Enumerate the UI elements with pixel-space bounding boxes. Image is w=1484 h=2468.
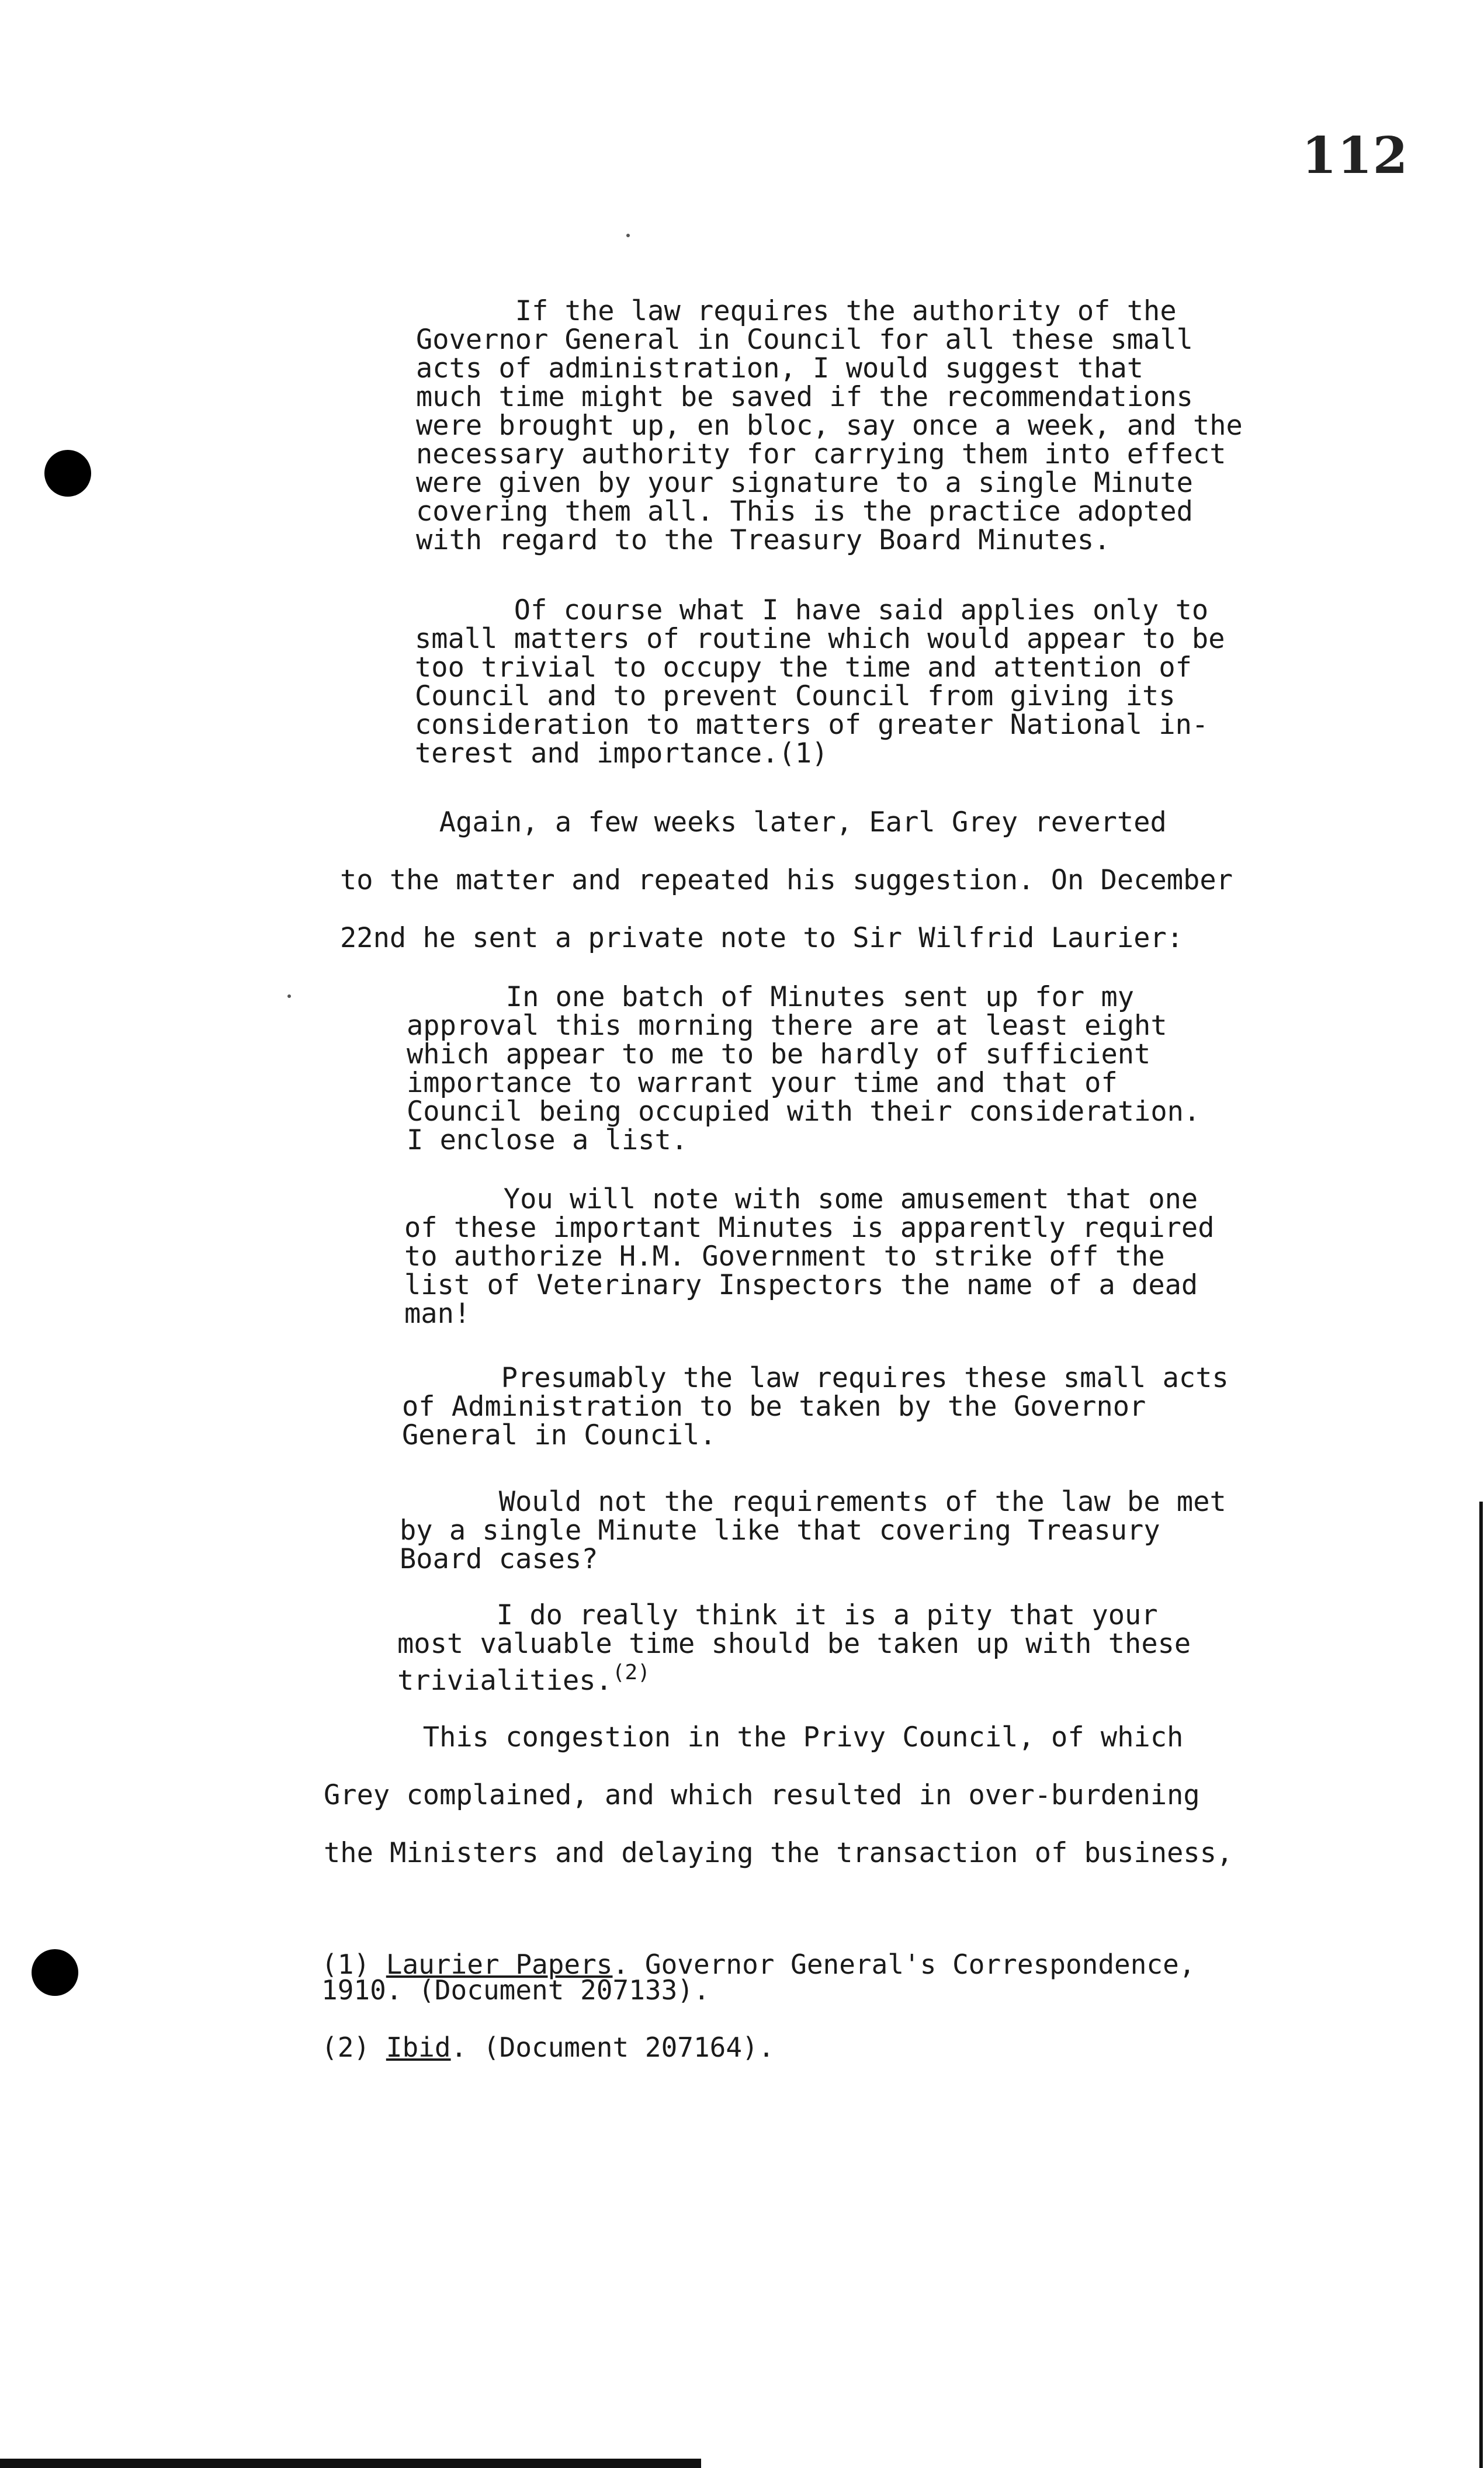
- text-line: This congestion in the Privy Council, of which: [324, 1721, 1184, 1753]
- text-line: In one batch of Minutes sent up for my: [407, 981, 1135, 1013]
- text-line: I enclose a list.: [407, 1124, 688, 1156]
- text-line-end: terest and importance.: [415, 737, 779, 769]
- text-line: approval this morning there are at least eight: [407, 1010, 1167, 1042]
- text-line: Grey complained, and which resulted in over-burdening: [324, 1779, 1200, 1811]
- quote-paragraph-2: [415, 596, 1225, 768]
- quote-paragraph-7: [397, 1601, 1191, 1695]
- text-line: If the law requires the authority of the: [416, 295, 1177, 327]
- text-line: You will note with some amusement that one: [404, 1183, 1198, 1215]
- footnote-2: [321, 2032, 775, 2063]
- text-line: I do really think it is a pity that your: [397, 1599, 1158, 1631]
- text-line: Would not the requirements of the law be met: [400, 1486, 1226, 1518]
- text-line: covering them all. This is the practice adopted: [416, 495, 1193, 528]
- footnote-source-title: Ibid: [386, 2032, 451, 2063]
- scan-speck: [626, 234, 630, 237]
- text-line: [397, 1658, 1191, 1695]
- right-edge-shadow: [1479, 1502, 1483, 2468]
- text-line: were brought up, en bloc, say once a week, and the: [416, 410, 1243, 442]
- text-line: Council being occupied with their consideration.: [407, 1096, 1201, 1128]
- text-line: man!: [404, 1298, 471, 1330]
- text-line-end: trivialities.: [397, 1665, 612, 1697]
- footnote-reference: (2): [612, 1661, 650, 1684]
- text-line: Board cases?: [400, 1543, 598, 1575]
- text-line: Council and to prevent Council from giving its: [415, 680, 1176, 712]
- quote-paragraph-5: [402, 1364, 1229, 1450]
- text-line: to the matter and repeated his suggestion. On December: [340, 864, 1233, 896]
- text-line: Again, a few weeks later, Earl Grey reverted: [340, 806, 1167, 838]
- bottom-edge-shadow: [0, 2459, 701, 2468]
- text-line: [321, 1949, 1195, 1980]
- text-line: Of course what I have said applies only to: [415, 594, 1209, 626]
- text-line: acts of administration, I would suggest that: [416, 352, 1144, 384]
- text-line: by a single Minute like that covering Treasury: [400, 1514, 1160, 1547]
- footnote-1: [321, 1949, 1195, 2006]
- text-line: of these important Minutes is apparently required: [404, 1212, 1215, 1244]
- footnote-reference: (1): [778, 737, 828, 769]
- text-line: small matters of routine which would appear to be: [415, 623, 1225, 655]
- page-number: 112: [1302, 126, 1409, 185]
- quote-paragraph-6: [400, 1488, 1226, 1573]
- text-line: which appear to me to be hardly of sufficient: [407, 1038, 1151, 1070]
- text-line: necessary authority for carrying them into effect: [416, 438, 1226, 470]
- quote-paragraph-4: [404, 1185, 1215, 1328]
- text-line: Presumably the law requires these small acts: [402, 1362, 1229, 1394]
- text-line: with regard to the Treasury Board Minutes.: [416, 524, 1111, 556]
- text-line: too trivial to occupy the time and attention of: [415, 651, 1192, 684]
- text-line: Governor General in Council for all these small: [416, 324, 1193, 356]
- footnote-source-title: Laurier Papers: [386, 1949, 613, 1980]
- footnote-text: . (Document 207164).: [450, 2032, 775, 2063]
- text-line: of Administration to be taken by the Governor: [402, 1391, 1146, 1423]
- text-line: to authorize H.M. Government to strike off the: [404, 1240, 1165, 1273]
- quote-paragraph-3: [407, 983, 1200, 1155]
- text-line: most valuable time should be taken up with these: [397, 1628, 1191, 1660]
- quote-paragraph-1: [416, 297, 1243, 554]
- scan-speck: [287, 994, 291, 998]
- body-paragraph-1: [340, 793, 1233, 967]
- text-line: 1910. (Document 207133).: [321, 1974, 710, 2006]
- text-line: importance to warrant your time and that of: [407, 1067, 1118, 1099]
- footnote-number: (2): [321, 2032, 386, 2063]
- text-line: [415, 739, 1225, 768]
- text-line: list of Veterinary Inspectors the name of a dead: [404, 1269, 1198, 1301]
- footnote-number: (1): [321, 1949, 386, 1980]
- footnote-text: . Governor General's Correspondence,: [612, 1949, 1195, 1980]
- punch-hole-bottom: [32, 1949, 78, 1996]
- text-line: were given by your signature to a single Minute: [416, 467, 1193, 499]
- text-line: the Ministers and delaying the transaction of business,: [324, 1837, 1233, 1869]
- punch-hole-top: [44, 450, 91, 497]
- text-line: General in Council.: [402, 1419, 716, 1451]
- body-paragraph-2: [324, 1708, 1233, 1882]
- text-line: consideration to matters of greater National in-: [415, 709, 1209, 741]
- text-line: [321, 2032, 775, 2063]
- text-line: 22nd he sent a private note to Sir Wilfrid Laurier:: [340, 922, 1184, 954]
- text-line: much time might be saved if the recommendations: [416, 381, 1193, 413]
